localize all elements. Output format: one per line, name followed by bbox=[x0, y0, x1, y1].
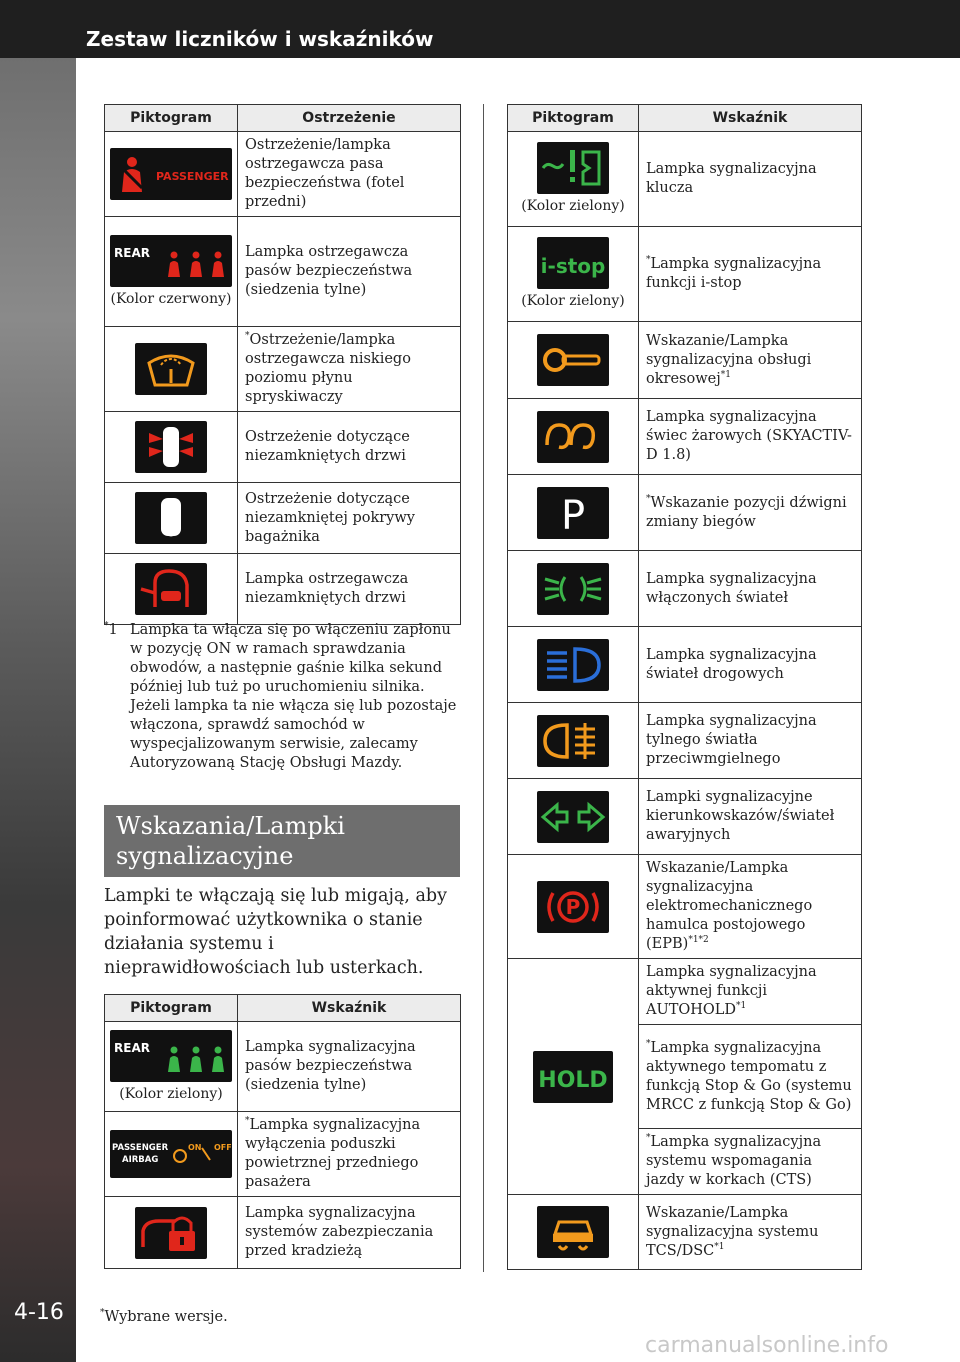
row-text: *Lampka sygnalizacyjna aktywnego tempomatu z funkcją Stop & Go (systemu MRCC z funkcją Stop & Go) bbox=[639, 1025, 862, 1129]
column-header-pictogram: Piktogram bbox=[105, 105, 238, 132]
trunk-open-icon bbox=[135, 492, 207, 544]
row-text: Lampka sygnalizacyjna klucza bbox=[639, 132, 862, 227]
icon-label: i-stop bbox=[540, 254, 606, 278]
table-row bbox=[508, 227, 862, 322]
position-lights-icon bbox=[537, 563, 609, 615]
doors-open-icon bbox=[135, 421, 207, 473]
column-header-warning: Ostrzeżenie bbox=[238, 105, 461, 132]
rear-fog-icon bbox=[537, 715, 609, 767]
door-open-red-icon bbox=[135, 563, 207, 615]
row-text: *Ostrzeżenie/lampka ostrzegawcza niskiego poziomu płynu spryskiwaczy bbox=[238, 327, 461, 412]
row-text: *Lampka sygnalizacyjna wyłączenia poduszki powietrznej przedniego pasażera bbox=[238, 1112, 461, 1197]
warning-table bbox=[104, 104, 461, 625]
section-title: Wskazania/Lampki sygnalizacyjne bbox=[104, 805, 460, 877]
row-text: *Wskazanie pozycji dźwigni zmiany biegów bbox=[639, 475, 862, 551]
turn-signal-icon bbox=[537, 791, 609, 843]
indicator-table-left bbox=[104, 994, 461, 1269]
row-text: Lampka sygnalizacyjna systemów zabezpieczania przed kradzieżą bbox=[238, 1197, 461, 1269]
table-row bbox=[105, 327, 461, 412]
header-title: Zestaw liczników i wskaźników bbox=[86, 27, 434, 51]
table-row bbox=[508, 959, 862, 1025]
icon-label: P bbox=[560, 492, 586, 539]
washer-fluid-icon bbox=[135, 343, 207, 395]
page-header bbox=[0, 0, 960, 58]
row-text: Ostrzeżenie dotyczące niezamkniętej pokrywy bagażnika bbox=[238, 483, 461, 554]
column-header-pictogram: Piktogram bbox=[105, 995, 238, 1022]
row-text: Lampka ostrzegawcza pasów bezpieczeństwa (siedzenia tylne) bbox=[238, 217, 461, 327]
section-intro: Lampki te włączają się lub migają, aby poinformować użytkownika o stanie działania systemu i nieprawidłowościach lub usterkach. bbox=[104, 886, 447, 978]
table-row bbox=[508, 132, 862, 227]
table-row bbox=[508, 627, 862, 703]
key-indicator-icon bbox=[537, 142, 609, 194]
table-row bbox=[105, 1112, 461, 1197]
table-row bbox=[105, 1197, 461, 1269]
table-row bbox=[508, 779, 862, 855]
svg-text:PASSENGER: PASSENGER bbox=[112, 1143, 169, 1153]
row-text: Wskazanie/Lampka sygnalizacyjna elektromechanicznego hamulca postojowego (EPB)$^{*1*2}$ bbox=[639, 855, 862, 959]
side-photo-strip bbox=[0, 58, 76, 1362]
icon-label: PASSENGER bbox=[156, 170, 229, 183]
svg-text:AIRBAG: AIRBAG bbox=[122, 1155, 159, 1165]
bottom-footnote: *Wybrane wersje. bbox=[100, 1308, 228, 1325]
row-text: Wskazanie/Lampka sygnalizacyjna systemu TCS/DSC$^{*1}$ bbox=[639, 1195, 862, 1270]
row-text: Lampka sygnalizacyjna świateł drogowych bbox=[639, 627, 862, 703]
footnote-1 bbox=[104, 621, 464, 773]
high-beam-icon bbox=[537, 639, 609, 691]
watermark: carmanualsonline.info bbox=[645, 1333, 889, 1358]
icon-label: REAR bbox=[114, 245, 150, 260]
svg-text:ON: ON bbox=[188, 1143, 202, 1152]
glow-plug-icon bbox=[537, 411, 609, 463]
row-text: Lampka sygnalizacyjna pasów bezpieczeństwa (siedzenia tylne) bbox=[238, 1022, 461, 1112]
column-divider bbox=[483, 104, 484, 1272]
seatbelt-passenger-red-icon bbox=[110, 148, 232, 200]
table-row bbox=[105, 483, 461, 554]
row-text: Wskazanie/Lampka sygnalizacyjna obsługi okresowej$^{*1}$ bbox=[639, 322, 862, 399]
table-row bbox=[508, 475, 862, 551]
table-row bbox=[105, 554, 461, 625]
color-caption: (Kolor czerwony) bbox=[110, 290, 232, 307]
row-text: Lampka sygnalizacyjna tylnego światła przeciwmgielnego bbox=[639, 703, 862, 779]
table-row bbox=[508, 322, 862, 399]
column-header-pictogram: Piktogram bbox=[508, 105, 639, 132]
icon-label: HOLD bbox=[538, 1067, 608, 1093]
passenger-airbag-icon bbox=[110, 1130, 232, 1178]
table-row bbox=[105, 1022, 461, 1112]
row-text: Lampka sygnalizacyjna świec żarowych (SKYACTIV-D 1.8) bbox=[639, 399, 862, 475]
row-text: Lampka sygnalizacyjna włączonych świateł bbox=[639, 551, 862, 627]
row-text: Lampka ostrzegawcza niezamkniętych drzwi bbox=[238, 554, 461, 625]
i-stop-icon bbox=[537, 237, 609, 289]
page-number: 4-16 bbox=[14, 1300, 64, 1325]
wrench-icon bbox=[537, 334, 609, 386]
row-text: Lampka sygnalizacyjna aktywnej funkcji AUTOHOLD$^{*1}$ bbox=[639, 959, 862, 1025]
table-row bbox=[508, 399, 862, 475]
table-header-row bbox=[105, 105, 461, 132]
indicator-table-right bbox=[507, 104, 862, 1270]
table-header-row bbox=[508, 105, 862, 132]
row-text: Lampki sygnalizacyjne kierunkowskazów/świateł awaryjnych bbox=[639, 779, 862, 855]
color-caption: (Kolor zielony) bbox=[521, 293, 625, 309]
column-header-indicator: Wskaźnik bbox=[639, 105, 862, 132]
epb-icon bbox=[537, 881, 609, 933]
table-row bbox=[508, 855, 862, 959]
row-text: Ostrzeżenie/lampka ostrzegawcza pasa bezpieczeństwa (fotel przedni) bbox=[238, 132, 461, 217]
svg-text:OFF: OFF bbox=[214, 1143, 232, 1152]
table-row bbox=[508, 1195, 862, 1270]
security-lock-icon bbox=[135, 1207, 207, 1259]
icon-label: P bbox=[565, 894, 581, 919]
table-row bbox=[508, 551, 862, 627]
icon-label: REAR bbox=[114, 1040, 150, 1055]
table-row bbox=[508, 703, 862, 779]
park-position-icon bbox=[537, 487, 609, 539]
color-caption: (Kolor zielony) bbox=[521, 198, 625, 214]
row-text: *Lampka sygnalizacyjna funkcji i-stop bbox=[639, 227, 862, 322]
rear-seatbelt-green-icon bbox=[110, 1030, 232, 1082]
tcs-dsc-icon bbox=[537, 1206, 609, 1258]
table-row bbox=[105, 217, 461, 327]
hold-icon bbox=[533, 1051, 613, 1103]
color-caption: (Kolor zielony) bbox=[119, 1085, 223, 1102]
table-row bbox=[105, 412, 461, 483]
footnote-label: *1 bbox=[104, 621, 118, 638]
row-text: Ostrzeżenie dotyczące niezamkniętych drzwi bbox=[238, 412, 461, 483]
table-row bbox=[105, 132, 461, 217]
column-header-indicator: Wskaźnik bbox=[238, 995, 461, 1022]
row-text: *Lampka sygnalizacyjna systemu wspomagania jazdy w korkach (CTS) bbox=[639, 1129, 862, 1195]
footnote-text: Lampka ta włącza się po włączeniu zapłonu w pozycję ON w ramach sprawdzania obwodów, a następnie gaśnie kilka sekund później lub tuż po uruchomieniu silnika. Jeżeli lampka ta nie włącza się lub pozostaje włączona, sprawdź samochód w wyspecjalizowanym serwisie, zalecamy Autoryzowaną Stację Obsługi Mazdy. bbox=[130, 622, 457, 771]
rear-seatbelt-red-icon bbox=[110, 235, 232, 287]
table-header-row bbox=[105, 995, 461, 1022]
